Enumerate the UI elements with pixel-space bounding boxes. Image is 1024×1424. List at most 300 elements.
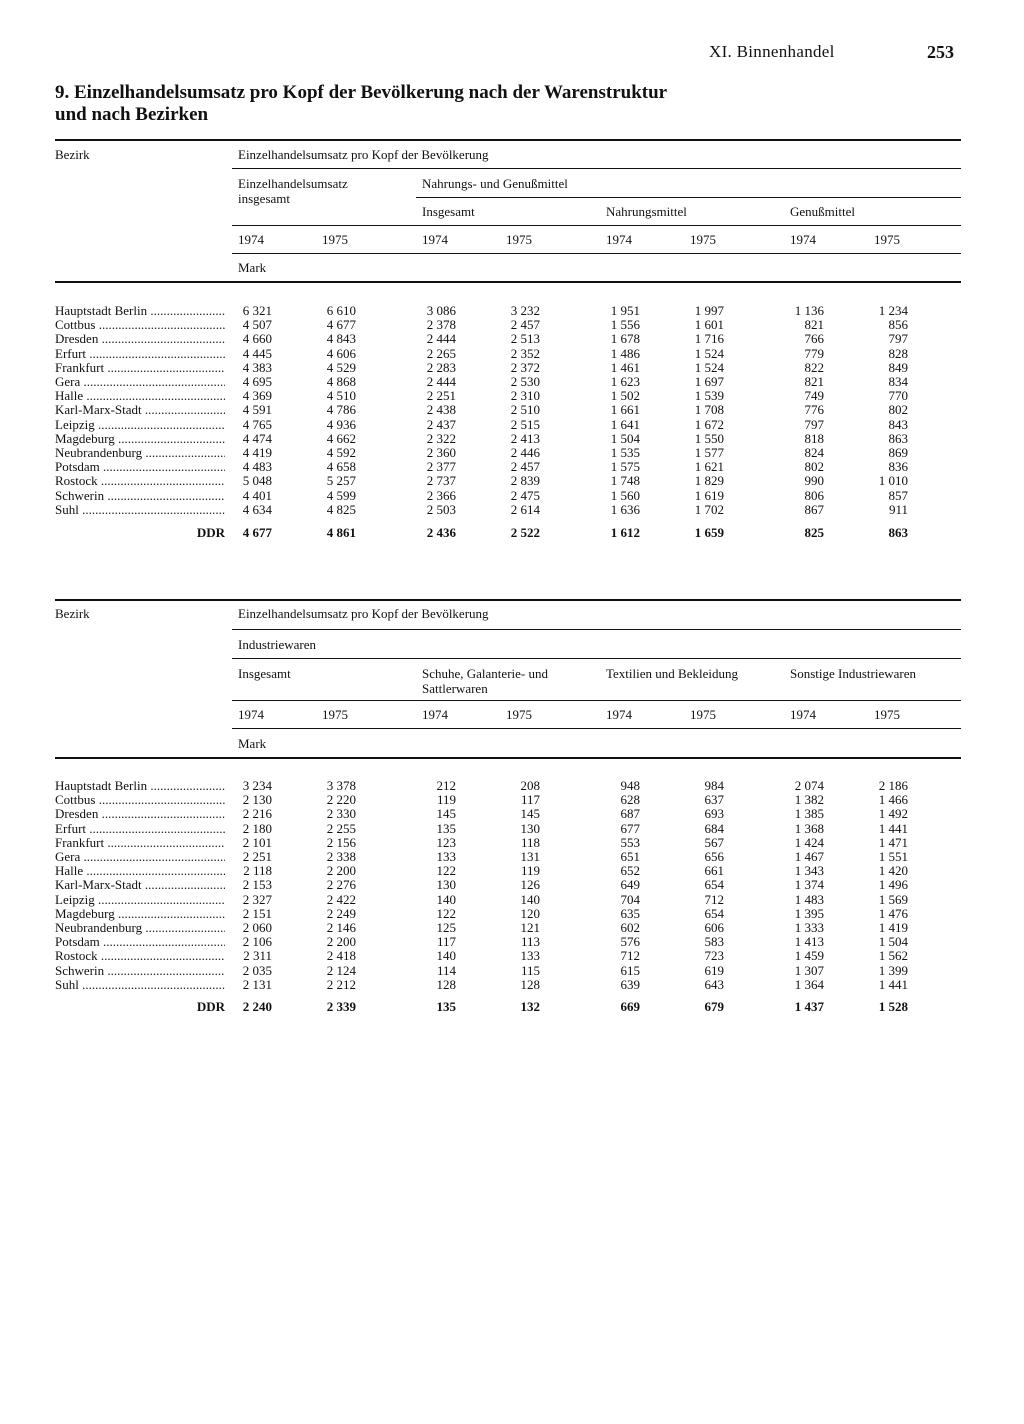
table-row xyxy=(55,779,965,793)
year-header: 1974 xyxy=(422,232,448,247)
table-cell: 1 659 xyxy=(694,525,724,540)
table-cell: 1 466 xyxy=(878,792,908,808)
table-cell: 806 xyxy=(804,487,824,503)
table-cell: 2 180 xyxy=(242,820,272,836)
table-cell: 2 436 xyxy=(426,525,456,540)
table-cell: 1 385 xyxy=(794,806,824,822)
table-cell: 639 xyxy=(620,976,640,992)
table-cell: 1 641 xyxy=(610,416,640,432)
table-cell: 677 xyxy=(620,820,640,836)
year-header: 1975 xyxy=(690,232,716,247)
table-cell: 687 xyxy=(620,806,640,822)
table-cell: 2 413 xyxy=(510,430,540,446)
table-cell: 990 xyxy=(804,473,824,489)
table-cell: 4 825 xyxy=(326,501,356,517)
table-cell: 2 074 xyxy=(794,778,824,793)
table-cell: 1 560 xyxy=(610,487,640,503)
bezirk-name: Halle ..... xyxy=(55,389,225,403)
rule xyxy=(55,599,961,601)
running-title: XI. Binnenhandel xyxy=(709,42,835,61)
table-cell: 4 507 xyxy=(242,317,272,333)
table-cell: 1 413 xyxy=(794,934,824,950)
bezirk-name: Hauptstadt Berlin ..... xyxy=(55,779,225,793)
table-cell: 119 xyxy=(520,863,540,879)
table-cell: 836 xyxy=(888,459,908,475)
table-cell: 1 343 xyxy=(794,863,824,879)
table-cell: 113 xyxy=(520,934,540,950)
table-cell: 656 xyxy=(704,849,724,864)
table-row xyxy=(55,978,965,992)
table-cell: 1 461 xyxy=(610,359,640,375)
table-cell: 2 200 xyxy=(326,934,356,950)
table-cell: 693 xyxy=(704,806,724,822)
table-cell: 1 374 xyxy=(794,877,824,893)
table-cell: 776 xyxy=(804,402,824,418)
table-cell: 4 419 xyxy=(242,445,272,460)
table-cell: 5 257 xyxy=(326,473,356,489)
table-cell: 1 577 xyxy=(694,445,724,460)
table-cell: 2 276 xyxy=(326,877,356,893)
table-cell: 948 xyxy=(620,778,640,793)
bezirk-name: Magdeburg ..... xyxy=(55,907,225,921)
table-cell: 4 677 xyxy=(326,317,356,333)
bezirk-name: Rostock ..... xyxy=(55,949,225,963)
table-cell: 2 372 xyxy=(510,359,540,375)
table-cell: 843 xyxy=(888,416,908,432)
column-group-header: Einzelhandelsumsatz pro Kopf der Bevölkerung xyxy=(238,147,489,162)
table-cell: 2 446 xyxy=(510,445,540,460)
page-number: 253 xyxy=(927,42,954,62)
table-cell: 3 378 xyxy=(326,778,356,793)
table-cell: 1 708 xyxy=(694,402,724,418)
bezirk-name: Suhl ..... xyxy=(55,978,225,992)
table-cell: 576 xyxy=(620,934,640,950)
table-cell: 1 528 xyxy=(878,999,908,1014)
table-cell: 2 418 xyxy=(326,948,356,964)
bezirk-name: Dresden ..... xyxy=(55,332,225,346)
bezirk-name: Erfurt ..... xyxy=(55,822,225,836)
table-cell: 118 xyxy=(520,834,540,850)
table-cell: 802 xyxy=(888,402,908,418)
table-cell: 121 xyxy=(520,920,540,935)
table-row xyxy=(55,474,965,488)
table-row xyxy=(55,878,965,892)
table-cell: 119 xyxy=(436,792,456,808)
table-row xyxy=(55,418,965,432)
table-cell: 114 xyxy=(436,962,456,978)
bezirk-name: Karl-Marx-Stadt ..... xyxy=(55,403,225,417)
bezirk-name: Leipzig ..... xyxy=(55,418,225,432)
table-cell: 2 614 xyxy=(510,501,540,517)
table-cell: 4 383 xyxy=(242,359,272,375)
table-cell: 4 660 xyxy=(242,331,272,347)
table-cell: 2 515 xyxy=(510,416,540,432)
table-cell: 684 xyxy=(704,820,724,836)
table-row xyxy=(55,864,965,878)
table-cell: 1 459 xyxy=(794,948,824,964)
title-line-2: und nach Bezirken xyxy=(55,104,209,125)
table-cell: 869 xyxy=(888,445,908,460)
table-total-row xyxy=(55,1000,965,1014)
table-cell: 6 610 xyxy=(326,303,356,318)
table-cell: 567 xyxy=(704,834,724,850)
header-shoes: Schuhe, Galanterie- und Sattlerwaren xyxy=(422,666,548,696)
table-cell: 2 513 xyxy=(510,331,540,347)
header-industry: Industriewaren xyxy=(238,637,316,652)
table-row xyxy=(55,836,965,850)
table-cell: 1 535 xyxy=(610,445,640,460)
table-cell: 1 492 xyxy=(878,806,908,822)
bezirk-name: DDR xyxy=(196,526,225,540)
year-header: 1975 xyxy=(322,707,348,722)
table-cell: 130 xyxy=(436,877,456,893)
table-cell: 723 xyxy=(704,948,724,964)
table-cell: 130 xyxy=(520,820,540,836)
table-cell: 1 601 xyxy=(694,317,724,333)
table-cell: 208 xyxy=(520,778,540,793)
table-cell: 661 xyxy=(704,863,724,879)
bezirk-name: Frankfurt ..... xyxy=(55,361,225,375)
rule xyxy=(232,700,961,701)
table-cell: 4 868 xyxy=(326,374,356,389)
table-cell: 145 xyxy=(436,806,456,822)
table-cell: 128 xyxy=(436,976,456,992)
rule xyxy=(232,253,961,254)
unit-label: Mark xyxy=(238,736,267,751)
table-cell: 602 xyxy=(620,920,640,935)
table-cell: 2 377 xyxy=(426,459,456,475)
table-row xyxy=(55,361,965,375)
table-cell: 2 444 xyxy=(426,331,456,347)
table-cell: 1 437 xyxy=(794,999,824,1014)
table-row xyxy=(55,460,965,474)
table-cell: 1 307 xyxy=(794,962,824,978)
table-cell: 1 382 xyxy=(794,792,824,808)
title-line-1: 9. Einzelhandelsumsatz pro Kopf der Bevölkerung nach der Warenstruktur xyxy=(55,82,668,103)
table-cell: 797 xyxy=(888,331,908,347)
bezirk-name: Schwerin ..... xyxy=(55,964,225,978)
table-cell: 1 424 xyxy=(794,834,824,850)
bezirk-name: Suhl ..... xyxy=(55,503,225,517)
table-cell: 2 530 xyxy=(510,374,540,389)
rule xyxy=(416,197,961,198)
table-cell: 834 xyxy=(888,374,908,389)
table-cell: 797 xyxy=(804,416,824,432)
table-cell: 4 936 xyxy=(326,416,356,432)
table-cell: 133 xyxy=(520,948,540,964)
table-cell: 1 486 xyxy=(610,345,640,361)
table-row xyxy=(55,503,965,517)
table-cell: 212 xyxy=(436,778,456,793)
table-cell: 2 475 xyxy=(510,487,540,503)
table-cell: 4 677 xyxy=(242,525,272,540)
table-cell: 1 364 xyxy=(794,976,824,992)
year-header: 1975 xyxy=(874,232,900,247)
table-cell: 1 697 xyxy=(694,374,724,389)
table-cell: 1 997 xyxy=(694,303,724,318)
table-cell: 2 522 xyxy=(510,525,540,540)
table-cell: 2 251 xyxy=(426,388,456,404)
year-header: 1974 xyxy=(606,232,632,247)
table-cell: 2 330 xyxy=(326,806,356,822)
table-cell: 1 569 xyxy=(878,891,908,907)
table-cell: 652 xyxy=(620,863,640,879)
year-header: 1974 xyxy=(238,707,264,722)
table-cell: 1 010 xyxy=(878,473,908,489)
table-cell: 1 623 xyxy=(610,374,640,389)
table-row xyxy=(55,907,965,921)
table-cell: 3 234 xyxy=(242,778,272,793)
bezirk-name: Dresden ..... xyxy=(55,807,225,821)
table-cell: 1 420 xyxy=(878,863,908,879)
table-cell: 2 124 xyxy=(326,962,356,978)
table-cell: 2 130 xyxy=(242,792,272,808)
bezirk-name: Frankfurt ..... xyxy=(55,836,225,850)
table-cell: 4 662 xyxy=(326,430,356,446)
table-cell: 4 658 xyxy=(326,459,356,475)
table-cell: 553 xyxy=(620,834,640,850)
table-cell: 5 048 xyxy=(242,473,272,489)
table-row xyxy=(55,347,965,361)
table-row xyxy=(55,793,965,807)
table-row xyxy=(55,389,965,403)
year-header: 1974 xyxy=(422,707,448,722)
table-cell: 849 xyxy=(888,359,908,375)
table-cell: 125 xyxy=(436,920,456,935)
table-cell: 2 503 xyxy=(426,501,456,517)
table-cell: 2 378 xyxy=(426,317,456,333)
table-row xyxy=(55,403,965,417)
table-cell: 2 283 xyxy=(426,359,456,375)
table-cell: 2 422 xyxy=(326,891,356,907)
table-cell: 749 xyxy=(804,388,824,404)
table-cell: 583 xyxy=(704,934,724,950)
table-cell: 822 xyxy=(804,359,824,375)
table-cell: 1 419 xyxy=(878,920,908,935)
table-cell: 654 xyxy=(704,877,724,893)
table-cell: 2 146 xyxy=(326,920,356,935)
table-cell: 2 457 xyxy=(510,317,540,333)
table-cell: 135 xyxy=(436,820,456,836)
table-cell: 2 255 xyxy=(326,820,356,836)
table-row xyxy=(55,304,965,318)
table-cell: 2 339 xyxy=(326,999,356,1014)
table-total-row xyxy=(55,526,965,540)
bezirk-name: Hauptstadt Berlin ..... xyxy=(55,304,225,318)
table-cell: 863 xyxy=(888,430,908,446)
table-row xyxy=(55,893,965,907)
column-group-header: Einzelhandelsumsatz pro Kopf der Bevölkerung xyxy=(238,606,489,621)
table-cell: 1 467 xyxy=(794,849,824,864)
year-header: 1974 xyxy=(790,707,816,722)
table-cell: 1 539 xyxy=(694,388,724,404)
bezirk-name: Leipzig ..... xyxy=(55,893,225,907)
table-cell: 2 839 xyxy=(510,473,540,489)
table-cell: 4 765 xyxy=(242,416,272,432)
table-cell: 2 153 xyxy=(242,877,272,893)
table-cell: 117 xyxy=(436,934,456,950)
bezirk-name: Magdeburg ..... xyxy=(55,432,225,446)
table-cell: 2 101 xyxy=(242,834,272,850)
bezirk-name: Rostock ..... xyxy=(55,474,225,488)
column-header-bezirk: Bezirk xyxy=(55,147,90,162)
rule xyxy=(55,757,961,759)
rule xyxy=(232,225,961,226)
table-cell: 863 xyxy=(888,525,908,540)
table-row xyxy=(55,964,965,978)
table-cell: 2 251 xyxy=(242,849,272,864)
table-cell: 635 xyxy=(620,905,640,921)
table-cell: 1 471 xyxy=(878,834,908,850)
bezirk-name: DDR xyxy=(196,1000,225,1014)
table-row xyxy=(55,446,965,460)
table-cell: 4 599 xyxy=(326,487,356,503)
table-cell: 128 xyxy=(520,976,540,992)
table-cell: 120 xyxy=(520,905,540,921)
year-header: 1975 xyxy=(874,707,900,722)
bezirk-name: Gera ..... xyxy=(55,375,225,389)
table-cell: 637 xyxy=(704,792,724,808)
table-row xyxy=(55,822,965,836)
table-cell: 654 xyxy=(704,905,724,921)
table-cell: 2 338 xyxy=(326,849,356,864)
bezirk-name: Neubrandenburg ..... xyxy=(55,446,225,460)
table-cell: 4 483 xyxy=(242,459,272,475)
table-cell: 1 504 xyxy=(610,430,640,446)
bezirk-name: Neubrandenburg ..... xyxy=(55,921,225,935)
table-cell: 649 xyxy=(620,877,640,893)
table-cell: 1 502 xyxy=(610,388,640,404)
table-cell: 135 xyxy=(436,999,456,1014)
table-cell: 140 xyxy=(436,891,456,907)
table-cell: 2 035 xyxy=(242,962,272,978)
table-cell: 1 550 xyxy=(694,430,724,446)
table-cell: 857 xyxy=(888,487,908,503)
table-cell: 140 xyxy=(436,948,456,964)
table-cell: 628 xyxy=(620,792,640,808)
table-cell: 126 xyxy=(520,877,540,893)
table-cell: 4 369 xyxy=(242,388,272,404)
table-cell: 615 xyxy=(620,962,640,978)
table-cell: 2 310 xyxy=(510,388,540,404)
header-food-total: Insgesamt xyxy=(422,204,475,219)
table-cell: 145 xyxy=(520,806,540,822)
table-cell: 2 151 xyxy=(242,905,272,921)
rule xyxy=(232,168,961,169)
table-cell: 821 xyxy=(804,374,824,389)
table-cell: 1 476 xyxy=(878,905,908,921)
header-food: Nahrungsmittel xyxy=(606,204,687,219)
table-cell: 1 612 xyxy=(610,525,640,540)
table-cell: 818 xyxy=(804,430,824,446)
table-cell: 1 951 xyxy=(610,303,640,318)
table-cell: 2 311 xyxy=(243,948,272,964)
table-row xyxy=(55,432,965,446)
table-cell: 1 234 xyxy=(878,303,908,318)
table-cell: 1 678 xyxy=(610,331,640,347)
table-row xyxy=(55,949,965,963)
table-cell: 2 106 xyxy=(242,934,272,950)
year-header: 1975 xyxy=(506,707,532,722)
table-cell: 1 483 xyxy=(794,891,824,907)
table-cell: 1 551 xyxy=(878,849,908,864)
table-cell: 4 474 xyxy=(242,430,272,446)
table-cell: 2 327 xyxy=(242,891,272,907)
table-cell: 770 xyxy=(888,388,908,404)
table-cell: 4 510 xyxy=(326,388,356,404)
table-row xyxy=(55,850,965,864)
table-cell: 1 496 xyxy=(878,877,908,893)
table-cell: 2 457 xyxy=(510,459,540,475)
table-row xyxy=(55,318,965,332)
table-cell: 140 xyxy=(520,891,540,907)
table-cell: 1 716 xyxy=(694,331,724,347)
table-cell: 1 636 xyxy=(610,501,640,517)
header-other: Sonstige Industriewaren xyxy=(790,666,917,681)
table-cell: 1 621 xyxy=(694,459,724,475)
rule xyxy=(232,629,961,630)
rule xyxy=(55,139,961,141)
table-row xyxy=(55,921,965,935)
table-cell: 779 xyxy=(804,345,824,361)
table-cell: 2 444 xyxy=(426,374,456,389)
table-cell: 712 xyxy=(704,891,724,907)
table-cell: 131 xyxy=(520,849,540,864)
table-cell: 2 212 xyxy=(326,976,356,992)
table-cell: 2 200 xyxy=(326,863,356,879)
table-cell: 2 437 xyxy=(426,416,456,432)
table-cell: 856 xyxy=(888,317,908,333)
bezirk-name: Halle ..... xyxy=(55,864,225,878)
table-cell: 679 xyxy=(704,999,724,1014)
table-cell: 1 672 xyxy=(694,416,724,432)
table-cell: 123 xyxy=(436,834,456,850)
table-cell: 2 220 xyxy=(326,792,356,808)
table-cell: 704 xyxy=(620,891,640,907)
table-cell: 4 786 xyxy=(326,402,356,418)
table-cell: 643 xyxy=(704,976,724,992)
table-cell: 115 xyxy=(520,962,540,978)
table-cell: 2 322 xyxy=(426,430,456,446)
table-cell: 2 265 xyxy=(426,345,456,361)
table-cell: 2 510 xyxy=(510,402,540,418)
table-cell: 4 591 xyxy=(242,402,272,418)
year-header: 1975 xyxy=(322,232,348,247)
bezirk-name: Erfurt ..... xyxy=(55,347,225,361)
table-cell: 2 352 xyxy=(510,345,540,361)
year-header: 1974 xyxy=(238,232,264,247)
table-cell: 825 xyxy=(804,525,824,540)
table-cell: 2 249 xyxy=(326,905,356,921)
table-cell: 3 232 xyxy=(510,303,540,318)
table-cell: 2 131 xyxy=(242,976,272,992)
column-header-bezirk: Bezirk xyxy=(55,606,90,621)
table-cell: 122 xyxy=(436,863,456,879)
table-cell: 4 843 xyxy=(326,331,356,347)
table-cell: 1 395 xyxy=(794,905,824,921)
table-row xyxy=(55,489,965,503)
table-cell: 2 118 xyxy=(243,863,272,879)
year-header: 1974 xyxy=(790,232,816,247)
bezirk-name: Karl-Marx-Stadt ..... xyxy=(55,878,225,892)
table-cell: 802 xyxy=(804,459,824,475)
table-cell: 3 086 xyxy=(426,303,456,318)
table-cell: 1 441 xyxy=(878,820,908,836)
table-cell: 1 504 xyxy=(878,934,908,950)
table-cell: 828 xyxy=(888,345,908,361)
table-cell: 712 xyxy=(620,948,640,964)
table-cell: 821 xyxy=(804,317,824,333)
